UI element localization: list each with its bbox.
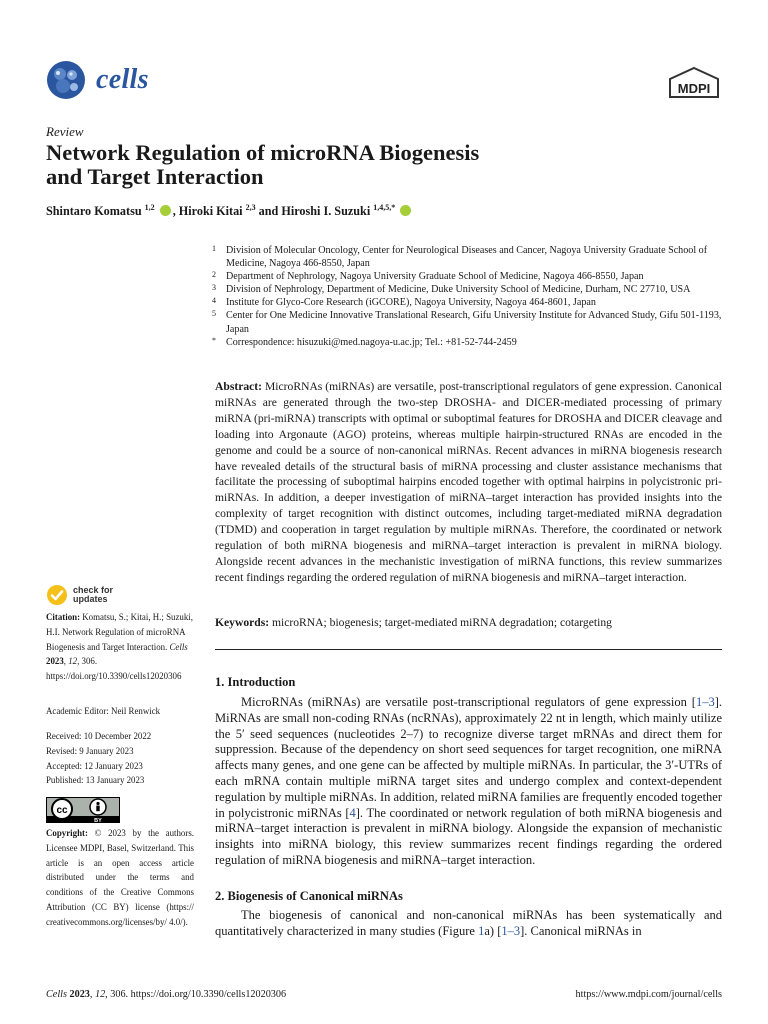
paragraph-text: MicroRNAs (miRNAs) are versatile post-transcriptional regulators of gene expression [ xyxy=(241,695,696,709)
published-date: Published: 13 January 2023 xyxy=(46,775,145,786)
abstract xyxy=(215,379,722,586)
section-heading: 2. Biogenesis of Canonical miRNAs xyxy=(215,889,403,903)
paragraph-text: ]. The coordinated or network regulation of both miRNA biogenesis and miRNA–target interaction is prevalent in miRNA biology. Alongside the expansion of mechanistic insights into miRNA biology, this review summarizes recent findings regarding the ordered regulation of miRNA biogenesis and miRNA–target interaction. xyxy=(215,805,723,867)
affiliation-number: 4 xyxy=(212,296,216,306)
paragraph-text: a) [ xyxy=(484,923,502,938)
citation-link[interactable]: 1–3 xyxy=(695,695,715,709)
section-paragraph xyxy=(215,908,722,940)
affiliation-number: 3 xyxy=(212,283,216,293)
publisher-name: MDPI xyxy=(677,81,711,96)
check-updates-line: updates xyxy=(73,594,108,604)
cc-by-license-icon[interactable] xyxy=(46,797,120,823)
affiliation-text: Institute for Glyco-Core Research (iGCORE), Nagoya University, Nagoya 464-8601, Japan xyxy=(226,297,596,309)
check-for-updates-button[interactable] xyxy=(46,584,113,606)
publication-dates xyxy=(46,729,194,788)
keywords-text: microRNA; biogenesis; target-mediated miRNA degradation; cotargeting xyxy=(272,616,612,629)
journal-logo[interactable] xyxy=(46,60,149,100)
citation-link[interactable]: 1–3 xyxy=(501,923,521,938)
affiliation-number: 1 xyxy=(212,244,216,253)
paragraph-text: ]. MiRNAs are small non-coding RNAs (ncRNAs), approximately 22 nt in length, which mainly utilize the 5′ seed sequences (nucleotides 2–7) to recognize diverse target mRNAs and direct them for suppression. Because of the dependency on short seed sequences for target recognition, one miRNA affects many genes, and one gene can be affected by multiple miRNAs. In particular, the 3′-UTRs of each mRNA contain multiple miRNA target sites and undergo complex and context-dependent regulation by multiple miRNAs. In addition, related miRNA families are frequently encoded together in polycistronic miRNAs [ xyxy=(215,695,722,820)
copyright-text: © 2023 by the authors. Licensee MDPI, Basel, Switzerland. This article is an open access article distributed under the terms and conditions of the Creative Commons Attribution (CC BY) license (https:// creativecommons.org/licenses/by/ 4.0/). xyxy=(46,828,194,927)
affiliation-item xyxy=(206,296,726,309)
journal-name: cells xyxy=(96,64,149,95)
cells-logo-icon xyxy=(46,60,86,100)
affiliation-number: 5 xyxy=(212,309,216,319)
affiliation-text: Division of Nephrology, Department of Medicine, Duke University School of Medicine, Durham, NC 27710, USA xyxy=(226,284,691,296)
author-separator: and xyxy=(255,204,282,219)
keywords-label: Keywords: xyxy=(215,616,270,629)
received-date: Received: 10 December 2022 xyxy=(46,731,152,741)
affiliation-item xyxy=(206,283,726,296)
svg-text:cc: cc xyxy=(56,805,68,816)
correspondence xyxy=(206,336,726,349)
author-name: Shintaro Komatsu xyxy=(46,204,142,219)
article-title xyxy=(46,141,706,189)
footer-volume: 12 xyxy=(94,989,106,1000)
citation-doi[interactable]: , 306. https://doi.org/10.3390/cells12020306 xyxy=(46,656,182,682)
accepted-date: Accepted: 12 January 2023 xyxy=(46,760,143,771)
paragraph-text: The biogenesis of canonical and non-canonical miRNAs has been systematically and quantitatively characterized in many studies (Figure xyxy=(215,908,722,938)
copyright-label: Copyright: xyxy=(46,828,88,838)
footer-year: 2023 xyxy=(69,989,90,1000)
check-updates-icon xyxy=(46,584,68,606)
check-updates-line: check for xyxy=(73,585,114,595)
author-affiliation-marks: 2,3 xyxy=(245,203,256,212)
title-line-1: Network Regulation of microRNA Biogenesis xyxy=(46,140,480,165)
figure-link[interactable]: 1 xyxy=(478,923,485,938)
affiliation-text: Center for One Medicine Innovative Translational Research, Gifu University Institute for Advanced Study, Gifu 501-1193, Japan xyxy=(226,310,722,335)
paragraph-text: ]. Canonical miRNAs in xyxy=(520,923,642,938)
article-type: Review xyxy=(46,124,84,139)
section-paragraph xyxy=(215,695,722,869)
citation-volume: 12 xyxy=(68,656,78,667)
affiliation-item xyxy=(206,244,726,270)
affiliation-item xyxy=(206,270,726,283)
author-list xyxy=(46,203,413,219)
citation-journal: Cells xyxy=(169,641,188,652)
title-line-2: and Target Interaction xyxy=(46,164,264,189)
footer-citation: Cells 2023, 12, 306. https://doi.org/10.3390/cells12020306 xyxy=(46,989,287,1000)
correspondence-text[interactable]: Correspondence: hisuzuki@med.nagoya-u.ac.jp; Tel.: +81-52-744-2459 xyxy=(226,336,517,348)
revised-date: Revised: 9 January 2023 xyxy=(46,745,134,756)
footer-journal-url[interactable]: https://www.mdpi.com/journal/cells xyxy=(575,989,722,1000)
abstract-label: Abstract: xyxy=(215,380,263,393)
author-affiliation-marks: 1,2 xyxy=(144,203,155,212)
mdpi-logo-icon[interactable] xyxy=(666,66,722,100)
author-name: Hiroshi I. Suzuki xyxy=(281,204,371,219)
orcid-icon[interactable] xyxy=(160,205,171,216)
affiliation-item xyxy=(206,309,726,335)
copyright-notice xyxy=(46,826,194,930)
citation-block: Citation: Komatsu, S.; Kitai, H.; Suzuki, H.I. Network Regulation of microRNA Biogenesis and Target Interaction. Cells 2023, 12, 306. https://doi.org/10.3390/cells12020306 xyxy=(46,612,193,682)
author-affiliation-marks: 1,4,5,* xyxy=(373,203,396,212)
author-name: Hiroki Kitai xyxy=(178,204,243,219)
affiliations xyxy=(206,244,726,349)
citation-year: 2023 xyxy=(46,656,64,667)
orcid-icon[interactable] xyxy=(400,205,411,216)
affiliation-text: Department of Nephrology, Nagoya University Graduate School of Medicine, Nagoya 466-8550, Japan xyxy=(226,271,644,283)
affiliation-number: 2 xyxy=(212,270,216,280)
affiliation-text: Division of Molecular Oncology, Center for Neurological Diseases and Cancer, Nagoya University Graduate School of Medicine, Nagoya 466-8550, Japan xyxy=(226,245,708,270)
divider xyxy=(215,649,722,650)
footer-journal: Cells xyxy=(46,989,67,1000)
cc-badge-label: BY xyxy=(94,818,102,823)
affiliation-number: * xyxy=(212,335,216,345)
author-separator: , xyxy=(172,204,179,219)
citation-link[interactable]: 4 xyxy=(349,805,356,820)
footer-doi[interactable]: , 306. https://doi.org/10.3390/cells12020306 xyxy=(105,989,287,1000)
abstract-text: MicroRNAs (miRNAs) are versatile, post-transcriptional regulators of gene expression. Canonical miRNAs are generated through the two-step DROSHA- and DICER-mediated processing of primary miRNA (pri-miRNA) transcripts with optimal or suboptimal features for DROSHA and DICER cleavage and loading into Argonaute (AGO) proteins, whereas multiple hairpin-structured RNAs are encoded in the genome and could be a source of non-canonical miRNAs. Recent advances in miRNA biogenesis research have revealed details of the structural basis of miRNA processing and cluster assistance mechanisms that facilitate the processing of suboptimal hairpins encoded together with optimal hairpins in polycistronic pri-miRNAs. In addition, a deeper investigation of miRNA–target interaction has provided insights into the complexity of target recognition with distinct outcomes, including target-mediated miRNA degradation (TDMD) and cooperation in target regulation by multiple miRNAs. Therefore, the coordinated or network regulation of both miRNA biogenesis and miRNA–target interaction is prevalent in miRNA biology. Alongside recent advances in the mechanistic investigation of miRNA functions, this review summarizes recent findings regarding the ordered regulation of miRNA biogenesis and miRNA–target interaction. xyxy=(215,380,722,584)
citation-text: Komatsu, S.; Kitai, H.; Suzuki, H.I. Network Regulation of microRNA Biogenesis and Target Interaction. xyxy=(46,612,193,652)
section-heading: 1. Introduction xyxy=(215,675,296,689)
citation-label: Citation: xyxy=(46,612,81,622)
keywords xyxy=(215,615,722,631)
academic-editor: Academic Editor: Neil Renwick xyxy=(46,706,161,716)
check-updates-label xyxy=(73,586,113,604)
